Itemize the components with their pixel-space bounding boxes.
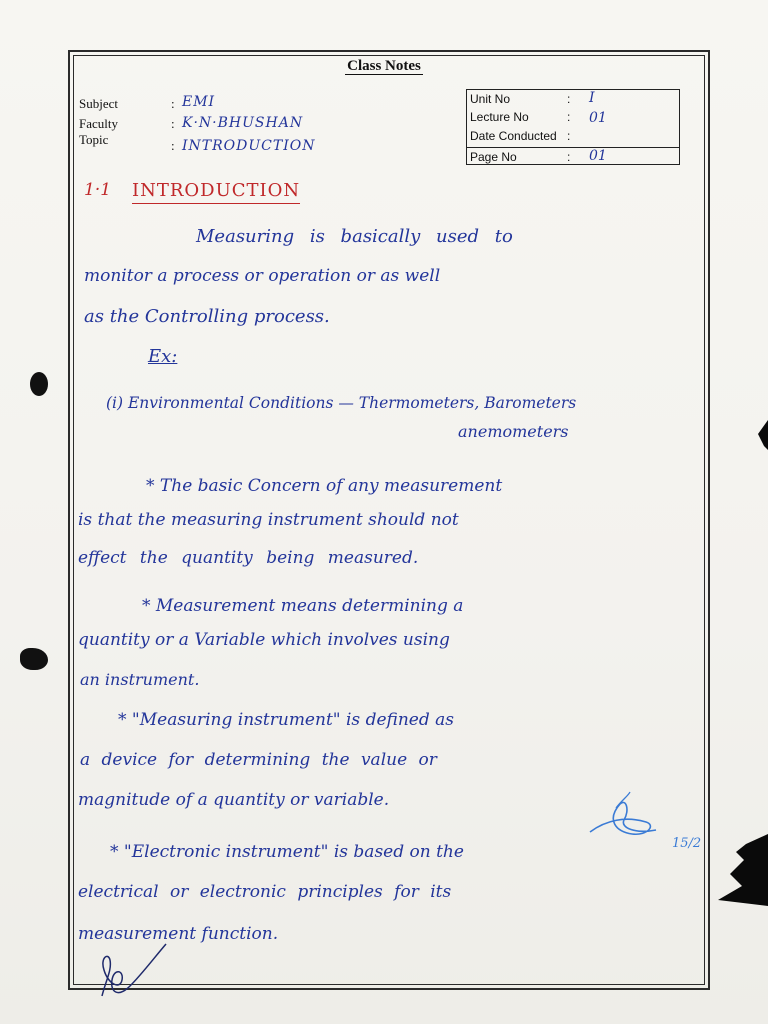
date-colon: :	[567, 129, 571, 143]
body-line-10: * Measurement means determining a	[142, 596, 464, 616]
faculty-label: Faculty	[79, 116, 118, 131]
body-line-5: (i) Environmental Conditions — Thermometers, Barometers	[106, 394, 577, 412]
signature-date: 15/2	[672, 836, 702, 851]
body-line-8: is that the measuring instrument should not	[78, 510, 459, 530]
topic-label: Topic	[79, 132, 109, 147]
body-line-17: electrical or electronic principles for its	[78, 882, 452, 902]
body-line-1: Measuring is basically used to	[196, 226, 513, 247]
example-label: Ex:	[148, 346, 178, 367]
section-title: INTRODUCTION	[132, 180, 300, 204]
body-line-6: anemometers	[458, 422, 569, 441]
torn-edge-upper	[700, 400, 768, 620]
title-text: Class Notes	[347, 58, 421, 74]
bottom-signature-icon	[92, 940, 172, 1004]
lecture-colon: :	[567, 110, 571, 124]
page-colon: :	[567, 150, 571, 164]
section-number: 1·1	[84, 180, 112, 200]
page-label: Page No	[470, 150, 517, 164]
body-line-9: effect the quantity being measured.	[78, 548, 419, 568]
body-line-15: magnitude of a quantity or variable.	[78, 790, 390, 810]
page-value: 01	[589, 148, 607, 164]
faculty-colon: :	[171, 116, 175, 131]
faculty-value: K·N·BHUSHAN	[182, 115, 304, 131]
torn-edge-lower	[700, 830, 768, 910]
body-line-14: a device for determining the value or	[80, 750, 437, 770]
subject-value: EMI	[182, 94, 216, 110]
info-box-divider	[467, 147, 679, 148]
teacher-signature-icon	[586, 790, 666, 846]
body-line-7: * The basic Concern of any measurement	[146, 476, 503, 496]
punch-hole-top	[30, 372, 48, 396]
body-line-3: as the Controlling process.	[84, 306, 330, 327]
date-label: Date Conducted	[470, 129, 557, 143]
subject-label: Subject	[79, 96, 118, 111]
body-line-12: an instrument.	[80, 670, 200, 689]
body-line-11: quantity or a Variable which involves using	[78, 630, 450, 650]
topic-colon: :	[171, 138, 175, 153]
lecture-label: Lecture No	[470, 110, 529, 124]
body-line-13: * "Measuring instrument" is defined as	[118, 710, 454, 730]
body-line-2: monitor a process or operation or as well	[84, 266, 441, 286]
lecture-info-box	[466, 89, 680, 165]
unit-value: I	[589, 90, 595, 106]
page-title	[0, 58, 768, 75]
unit-label: Unit No	[470, 92, 511, 106]
body-line-18: measurement function.	[78, 924, 279, 944]
topic-value: INTRODUCTION	[182, 138, 316, 154]
lecture-value: 01	[589, 110, 607, 126]
subject-colon: :	[171, 96, 175, 111]
punch-hole-bottom	[20, 648, 48, 670]
body-line-16: * "Electronic instrument" is based on the	[110, 842, 464, 862]
unit-colon: :	[567, 92, 571, 106]
